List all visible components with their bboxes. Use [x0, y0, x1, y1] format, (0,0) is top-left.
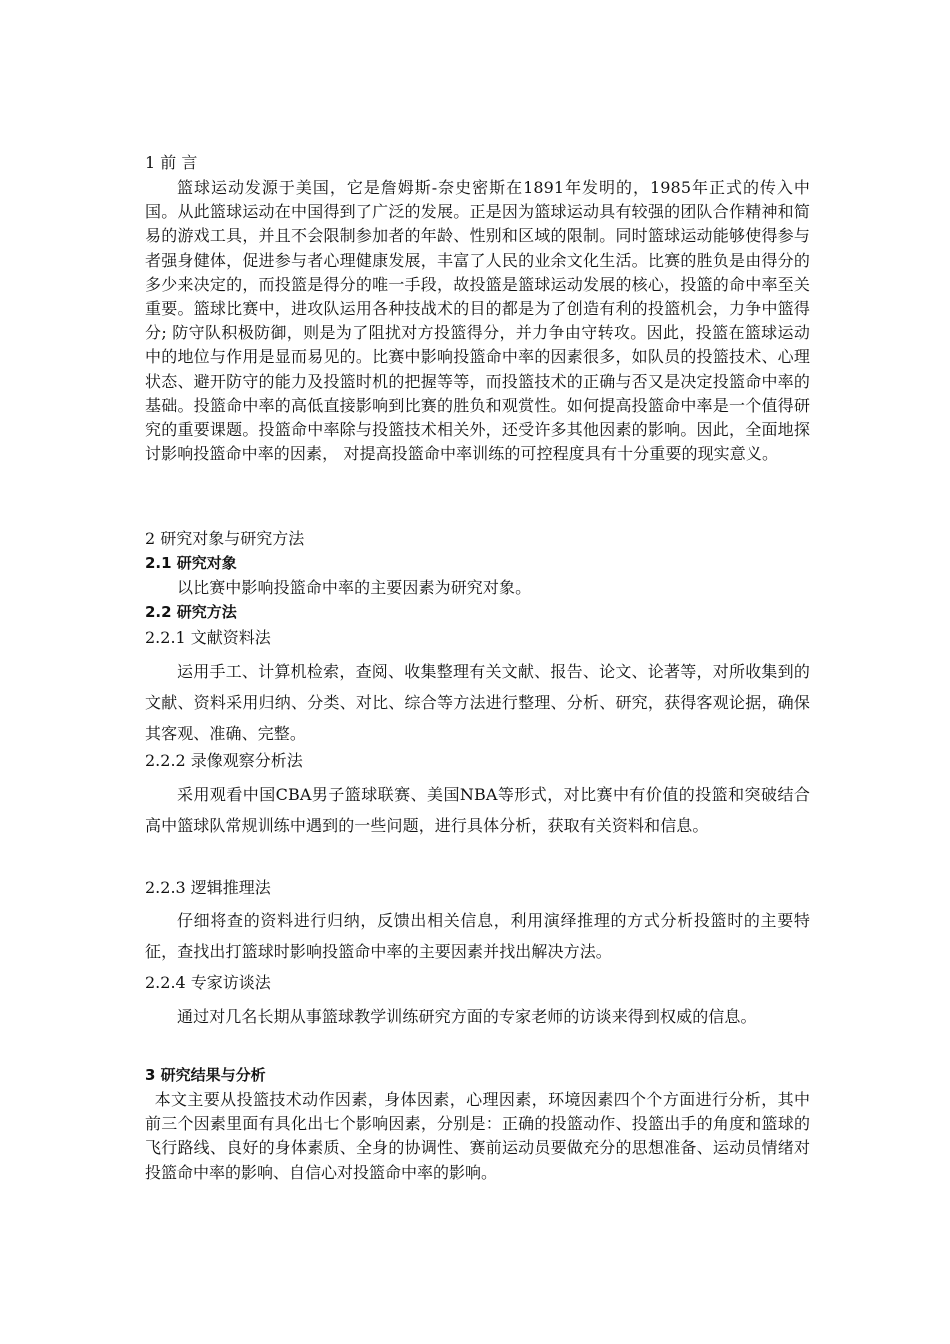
- section-2-2-4-paragraph: 通过对几名长期从事篮球教学训练研究方面的专家老师的访谈来得到权威的信息。: [177, 1007, 757, 1026]
- section-2-1-heading: 2.1 研究对象: [145, 554, 237, 572]
- section-2-1-paragraph: 以比赛中影响投篮命中率的主要因素为研究对象。: [177, 578, 532, 597]
- section-3-paragraph: 本文主要从投篮技术动作因素，身体因素，心理因素，环境因素四个个方面进行分析，其中前三个因素里面有具化出七个影响因素，分别是：正确的投篮动作、投篮出手的角度和篮球的飞行路线、良好的身体素质、全身的协调性、赛前运动员要做充分的思想准备、运动员情绪对投篮命中率的影响、自信心对投篮命中率的影响。: [145, 1090, 810, 1182]
- section-2-2-2-paragraph: 采用观看中国CBA男子篮球联赛、美国NBA等形式，对比赛中有价值的投篮和突破结合高中篮球队常规训练中遇到的一些问题，进行具体分析，获取有关资料和信息。: [145, 785, 810, 835]
- section-2-2-2-heading: 2.2.2 录像观察分析法: [145, 751, 303, 770]
- section-1-heading: 1 前 言: [145, 153, 198, 172]
- section-2-2-heading: 2.2 研究方法: [145, 603, 237, 621]
- section-2-heading: 2 研究对象与研究方法: [145, 529, 305, 548]
- section-2-2-4-heading: 2.2.4 专家访谈法: [145, 973, 271, 992]
- section-3-heading: 3 研究结果与分析: [145, 1066, 266, 1084]
- section-1-paragraph: 篮球运动发源于美国，它是詹姆斯-奈史密斯在1891年发明的，1985年正式的传入中国。从此篮球运动在中国得到了广泛的发展。正是因为篮球运动具有较强的团队合作精神和简易的游戏工具，并且不会限制参加者的年龄、性别和区域的限制。同时篮球运动能够使得参与者强身健体，促进参与者心理健康发展，丰富了人民的业余文化生活。比赛的胜负是由得分的多少来决定的，而投篮是得分的唯一手段，故投篮是篮球运动发展的核心，投篮的命中率至关重要。篮球比赛中，进攻队运用各种技战术的目的都是为了创造有利的投篮机会，力争中篮得分; 防守队积极防御，则是为了阻扰对方投篮得分，并力争由守转攻。因此，投篮在篮球运动中的地位与作用是显而易见的。比赛中影响投篮命中率的因素很多，如队员的投篮技术、心理状态、避开防守的能力及投篮时机的把握等等，而投篮技术的正确与否又是决定投篮命中率的基础。投篮命中率的高低直接影响到比赛的胜负和观赏性。如何提高投篮命中率是一个值得研究的重要课题。投篮命中率除与投篮技术相关外，还受许多其他因素的影响。因此，全面地探讨影响投篮命中率的因素， 对提高投篮命中率训练的可控程度具有十分重要的现实意义。: [145, 178, 810, 464]
- section-2-2-3-paragraph: 仔细将查的资料进行归纳，反馈出相关信息，利用演绎推理的方式分析投篮时的主要特征，查找出打篮球时影响投篮命中率的主要因素并找出解决方法。: [145, 911, 810, 961]
- section-2-2-3-heading: 2.2.3 逻辑推理法: [145, 878, 271, 897]
- section-2-2-1-heading: 2.2.1 文献资料法: [145, 628, 271, 647]
- section-2-2-1-paragraph: 运用手工、计算机检索，查阅、收集整理有关文献、报告、论文、论著等，对所收集到的文献、资料采用归纳、分类、对比、综合等方法进行整理、分析、研究，获得客观论据，确保其客观、准确、完整。: [145, 662, 810, 743]
